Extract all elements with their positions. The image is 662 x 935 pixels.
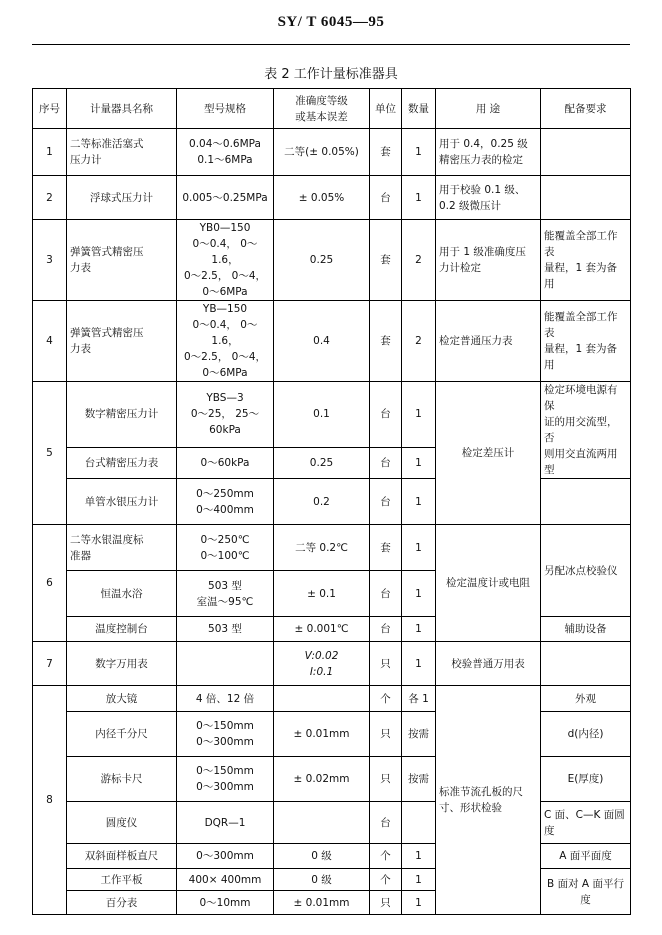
cell-no: 1 xyxy=(33,129,67,176)
cell-unit: 个 xyxy=(370,686,402,712)
cell-qty: 1 xyxy=(402,869,436,891)
cell-accuracy: ± 0.001℃ xyxy=(274,617,370,642)
header-row xyxy=(33,89,631,129)
cell-purpose: 检定普通压力表 xyxy=(436,301,541,382)
cell-name: 数字万用表 xyxy=(67,642,177,686)
cell-qty: 2 xyxy=(402,220,436,301)
cell-unit: 台 xyxy=(370,802,402,844)
cell-qty: 1 xyxy=(402,571,436,617)
cell-name: 单管水银压力计 xyxy=(67,479,177,525)
cell-no: 3 xyxy=(33,220,67,301)
cell-no: 2 xyxy=(33,176,67,220)
cell-qty: 1 xyxy=(402,525,436,571)
col-header-purpose: 用 途 xyxy=(436,89,541,129)
cell-unit: 台 xyxy=(370,571,402,617)
cell-no: 7 xyxy=(33,642,67,686)
cell-unit: 台 xyxy=(370,382,402,448)
cell-name: 放大镜 xyxy=(67,686,177,712)
cell-qty: 1 xyxy=(402,844,436,869)
cell-name: 弹簧管式精密压 力表 xyxy=(67,220,177,301)
cell-model: 0～250mm 0～400mm xyxy=(177,479,274,525)
cell-model: 400× 400mm xyxy=(177,869,274,891)
cell-accuracy: V:0.02 I:0.1 xyxy=(274,642,370,686)
cell-unit: 只 xyxy=(370,712,402,757)
table-row xyxy=(33,525,631,571)
cell-name: 弹簧管式精密压 力表 xyxy=(67,301,177,382)
cell-unit: 套 xyxy=(370,301,402,382)
cell-accuracy: 二等 0.2℃ xyxy=(274,525,370,571)
cell-model: 0.04～0.6MPa 0.1～6MPa xyxy=(177,129,274,176)
table-row xyxy=(33,176,631,220)
cell-qty: 按需 xyxy=(402,712,436,757)
cell-req: E(厚度) xyxy=(541,757,631,802)
cell-name: 二等标准活塞式 压力计 xyxy=(67,129,177,176)
cell-qty: 各 1 xyxy=(402,686,436,712)
col-header-model: 型号规格 xyxy=(177,89,274,129)
cell-name: 二等水银温度标 准器 xyxy=(67,525,177,571)
cell-purpose: 校验普通万用表 xyxy=(436,642,541,686)
table-row xyxy=(33,479,631,525)
cell-req: 外观 xyxy=(541,686,631,712)
cell-accuracy: ± 0.05% xyxy=(274,176,370,220)
col-header-unit: 单位 xyxy=(370,89,402,129)
cell-model: 0.005～0.25MPa xyxy=(177,176,274,220)
cell-name: 游标卡尺 xyxy=(67,757,177,802)
cell-model: 0～60kPa xyxy=(177,447,274,478)
cell-purpose: 用于 1 级准确度压 力计检定 xyxy=(436,220,541,301)
cell-qty: 1 xyxy=(402,129,436,176)
cell-req xyxy=(541,479,631,525)
cell-unit: 套 xyxy=(370,129,402,176)
table-row xyxy=(33,617,631,642)
cell-purpose: 用于校验 0.1 级、 0.2 级微压计 xyxy=(436,176,541,220)
cell-purpose: 标准节流孔板的尺 寸、形状检验 xyxy=(436,686,541,915)
cell-req: 辅助设备 xyxy=(541,617,631,642)
table-row xyxy=(33,382,631,448)
cell-accuracy: 0.4 xyxy=(274,301,370,382)
cell-qty xyxy=(402,802,436,844)
cell-req xyxy=(541,176,631,220)
cell-accuracy: ± 0.1 xyxy=(274,571,370,617)
cell-model: 0～150mm 0～300mm xyxy=(177,757,274,802)
cell-name: 内径千分尺 xyxy=(67,712,177,757)
cell-unit: 只 xyxy=(370,757,402,802)
cell-name: 双斜面样板直尺 xyxy=(67,844,177,869)
table-row xyxy=(33,642,631,686)
cell-qty: 1 xyxy=(402,642,436,686)
cell-model: 0～10mm xyxy=(177,891,274,915)
cell-unit: 只 xyxy=(370,891,402,915)
cell-purpose: 检定差压计 xyxy=(436,382,541,525)
cell-accuracy: 0.2 xyxy=(274,479,370,525)
page-header: SY/ T 6045—95 xyxy=(277,14,385,30)
cell-accuracy: 0.25 xyxy=(274,220,370,301)
cell-unit: 套 xyxy=(370,525,402,571)
cell-qty: 1 xyxy=(402,617,436,642)
cell-model: 503 型 室温～95℃ xyxy=(177,571,274,617)
table-row xyxy=(33,802,631,844)
cell-accuracy: ± 0.02mm xyxy=(274,757,370,802)
cell-unit: 台 xyxy=(370,176,402,220)
cell-model xyxy=(177,642,274,686)
cell-qty: 按需 xyxy=(402,757,436,802)
table-row xyxy=(33,712,631,757)
cell-purpose: 检定温度计或电阻 xyxy=(436,525,541,642)
cell-qty: 1 xyxy=(402,382,436,448)
cell-name: 恒温水浴 xyxy=(67,571,177,617)
cell-accuracy xyxy=(274,802,370,844)
cell-model: 4 倍、12 倍 xyxy=(177,686,274,712)
cell-unit: 个 xyxy=(370,869,402,891)
cell-name: 台式精密压力表 xyxy=(67,447,177,478)
cell-model: 0～250℃ 0～100℃ xyxy=(177,525,274,571)
cell-model: 0～300mm xyxy=(177,844,274,869)
col-header-accuracy: 准确度等级 或基本误差 xyxy=(274,89,370,129)
table-row xyxy=(33,869,631,891)
table-row xyxy=(33,686,631,712)
cell-accuracy: ± 0.01mm xyxy=(274,891,370,915)
cell-req: d(内径) xyxy=(541,712,631,757)
cell-req: 检定环境电源有保 证的用交流型，否 则用交直流两用型 xyxy=(541,382,631,479)
cell-name: 温度控制台 xyxy=(67,617,177,642)
cell-no: 6 xyxy=(33,525,67,642)
table-row xyxy=(33,844,631,869)
cell-req: C 面、C—K 面圆 度 xyxy=(541,802,631,844)
col-header-no: 序号 xyxy=(33,89,67,129)
cell-req: 另配冰点校验仪 xyxy=(541,525,631,617)
cell-req xyxy=(541,642,631,686)
cell-accuracy: 0.25 xyxy=(274,447,370,478)
table-row xyxy=(33,301,631,382)
cell-model: 0～150mm 0～300mm xyxy=(177,712,274,757)
cell-qty: 1 xyxy=(402,479,436,525)
cell-unit: 台 xyxy=(370,447,402,478)
cell-qty: 1 xyxy=(402,176,436,220)
cell-name: 浮球式压力计 xyxy=(67,176,177,220)
col-header-qty: 数量 xyxy=(402,89,436,129)
col-header-name: 计量器具名称 xyxy=(67,89,177,129)
cell-model: YBS—3 0～25， 25～60kPa xyxy=(177,382,274,448)
cell-req: 能覆盖全部工作表 量程，1 套为备用 xyxy=(541,301,631,382)
cell-req: A 面平面度 xyxy=(541,844,631,869)
table-caption: 表 2 工作计量标准器具 xyxy=(264,67,398,82)
cell-accuracy: 0.1 xyxy=(274,382,370,448)
cell-name: 数字精密压力计 xyxy=(67,382,177,448)
cell-no: 8 xyxy=(33,686,67,915)
cell-accuracy: 0 级 xyxy=(274,844,370,869)
cell-qty: 1 xyxy=(402,891,436,915)
cell-name: 圆度仪 xyxy=(67,802,177,844)
table-row xyxy=(33,757,631,802)
cell-model: YB0—150 0～0.4， 0～1.6， 0～2.5， 0～4， 0～6MPa xyxy=(177,220,274,301)
cell-unit: 个 xyxy=(370,844,402,869)
cell-unit: 台 xyxy=(370,479,402,525)
cell-model: 503 型 xyxy=(177,617,274,642)
cell-req xyxy=(541,129,631,176)
cell-no: 5 xyxy=(33,382,67,525)
cell-unit: 套 xyxy=(370,220,402,301)
cell-model: YB—150 0～0.4， 0～1.6， 0～2.5， 0～4， 0～6MPa xyxy=(177,301,274,382)
cell-req: B 面对 A 面平行度 xyxy=(541,869,631,915)
table-row xyxy=(33,129,631,176)
cell-accuracy: 0 级 xyxy=(274,869,370,891)
cell-name: 工作平板 xyxy=(67,869,177,891)
cell-accuracy: 二等(± 0.05%) xyxy=(274,129,370,176)
cell-name: 百分表 xyxy=(67,891,177,915)
cell-accuracy: ± 0.01mm xyxy=(274,712,370,757)
cell-model: DQR—1 xyxy=(177,802,274,844)
cell-accuracy xyxy=(274,686,370,712)
cell-unit: 台 xyxy=(370,617,402,642)
cell-no: 4 xyxy=(33,301,67,382)
cell-req: 能覆盖全部工作表 量程，1 套为备用 xyxy=(541,220,631,301)
cell-purpose: 用于 0.4，0.25 级 精密压力表的检定 xyxy=(436,129,541,176)
col-header-req: 配备要求 xyxy=(541,89,631,129)
header-rule xyxy=(32,44,630,45)
cell-qty: 2 xyxy=(402,301,436,382)
standards-table xyxy=(32,88,631,915)
cell-qty: 1 xyxy=(402,447,436,478)
cell-unit: 只 xyxy=(370,642,402,686)
table-row xyxy=(33,220,631,301)
